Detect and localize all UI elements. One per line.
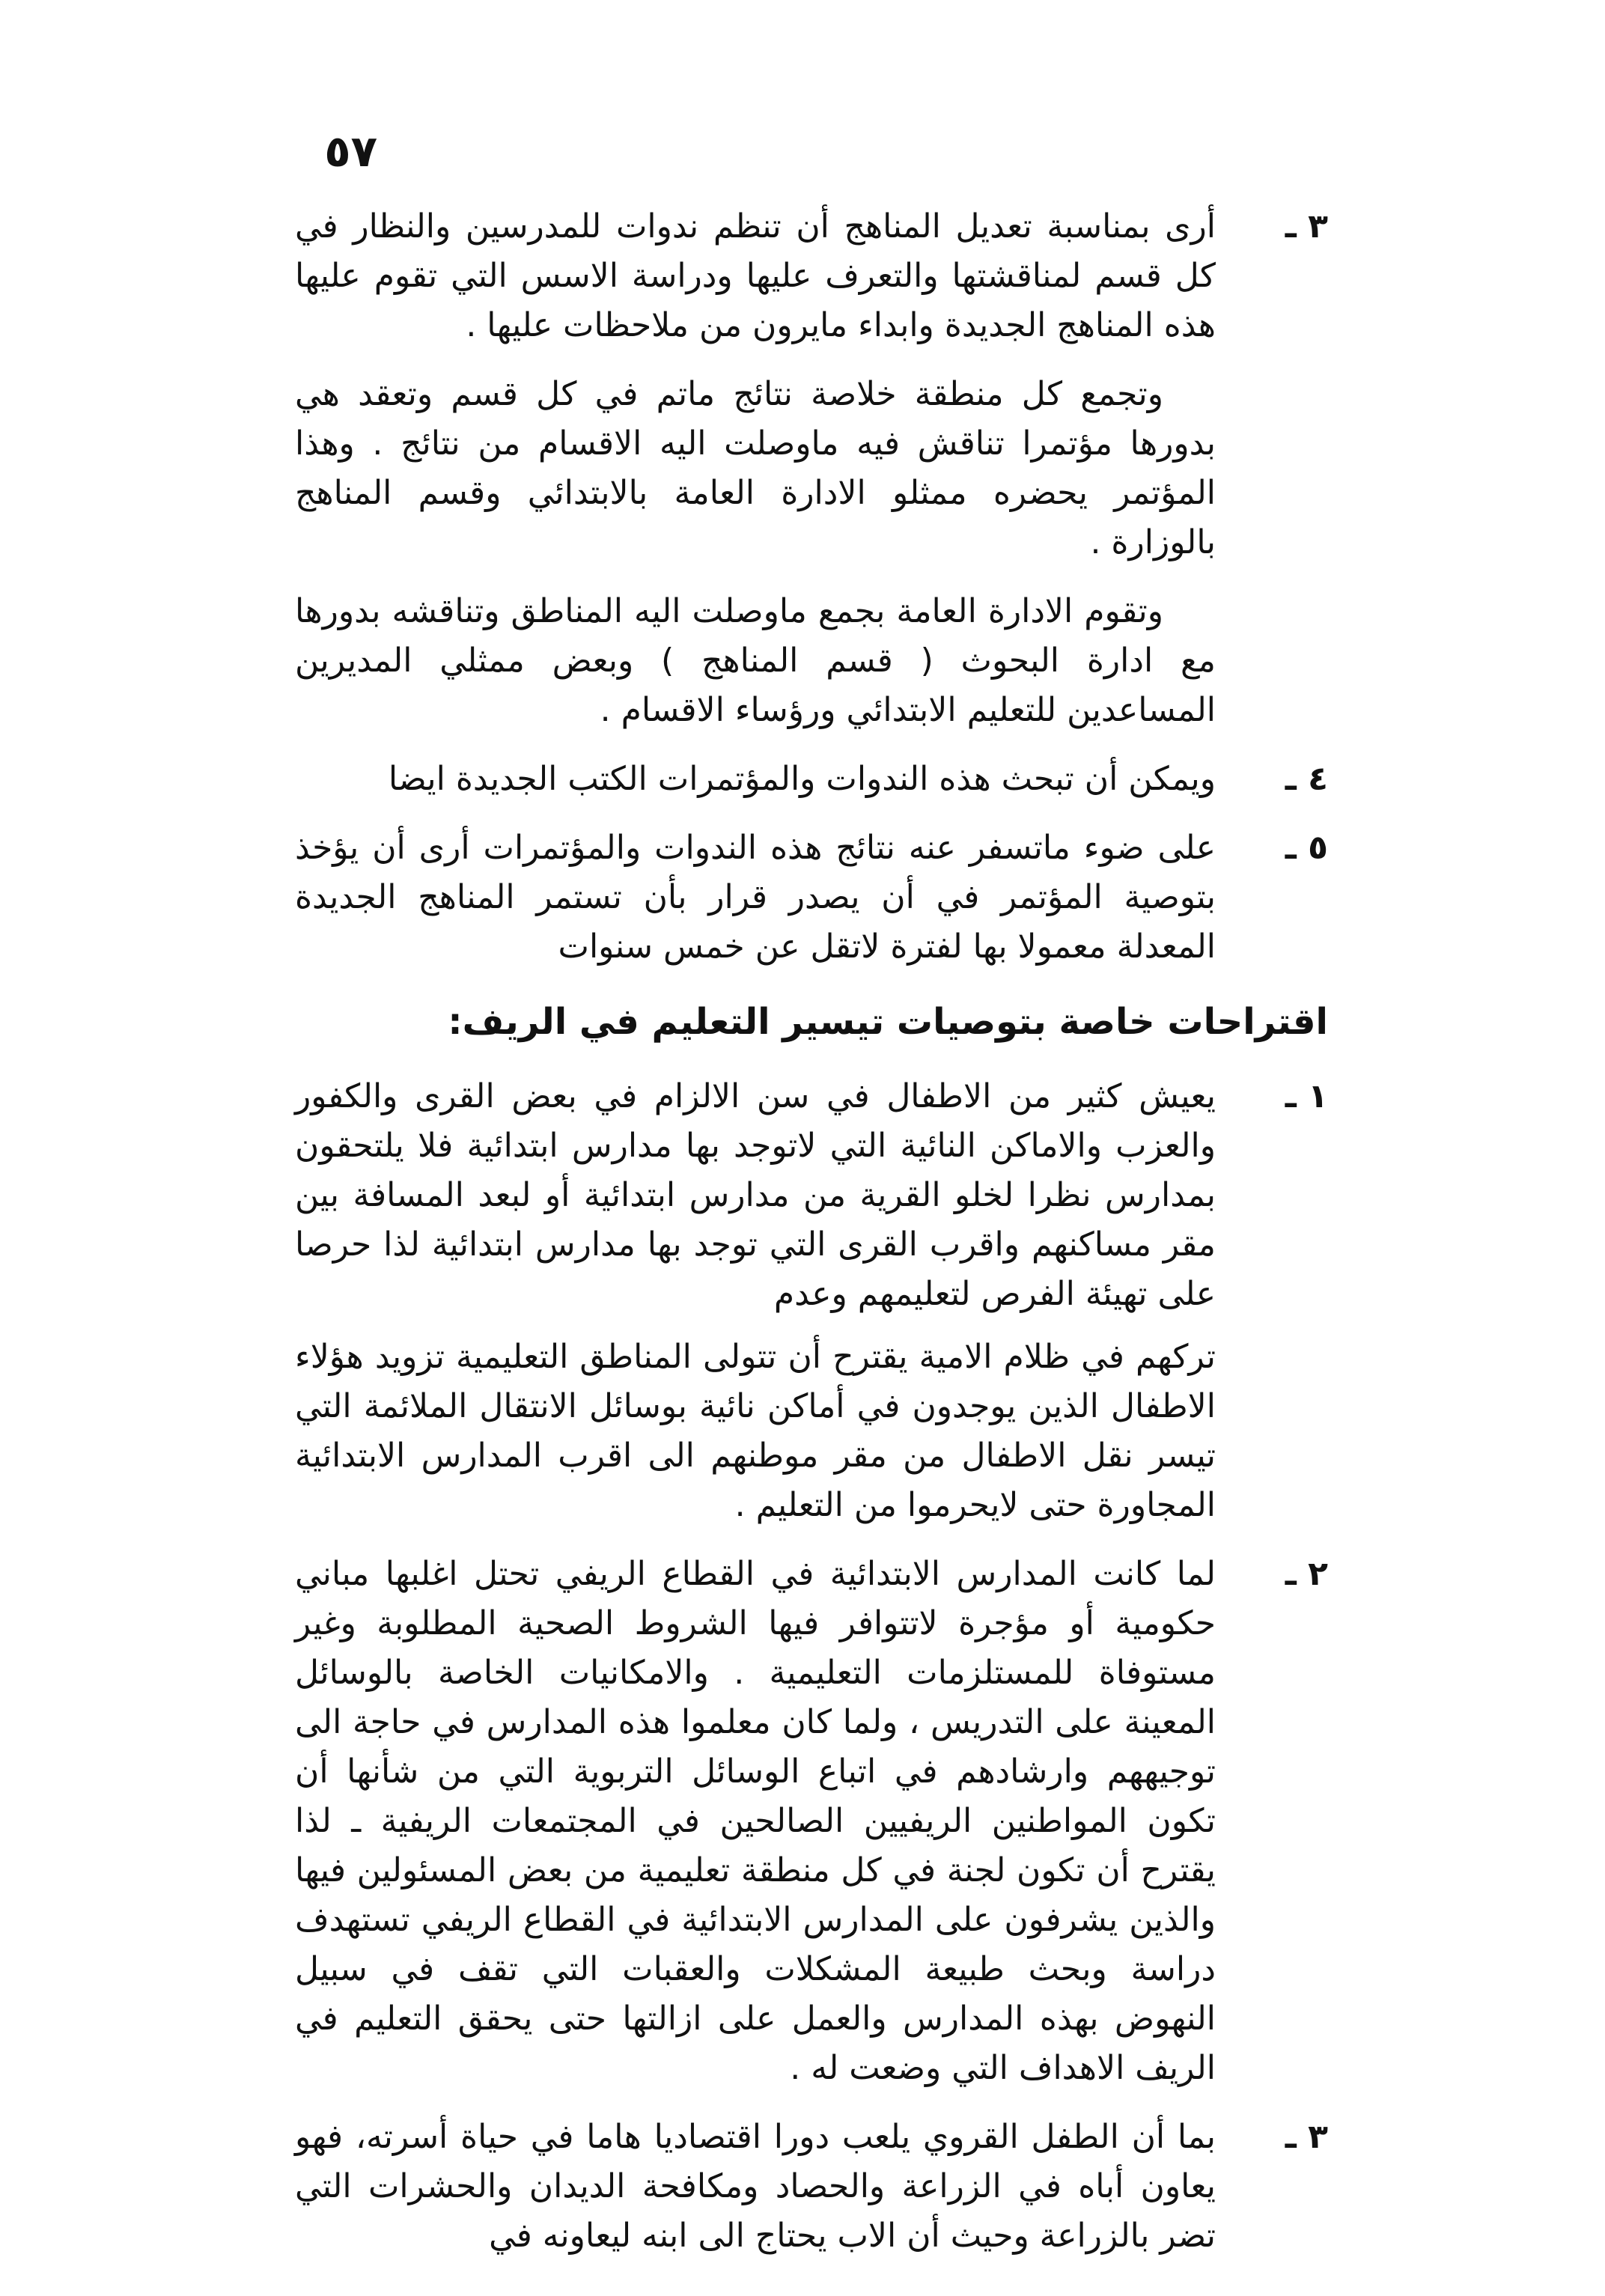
item-number: ٣ ـ [1285, 207, 1328, 246]
paragraph: وتقوم الادارة العامة بجمع ماوصلت اليه المناطق وتناقشه بدورها مع ادارة البحوث ( قسم المناهج ) وبعض ممثلي المديرين المساعدين للتعليم الابتدائي ورؤساء الاقسام . [295, 592, 1216, 729]
item-text: ويمكن أن تبحث هذه الندوات والمؤتمرات الكتب الجديدة ايضا [388, 760, 1216, 798]
item-number: ١ ـ [1285, 1077, 1328, 1115]
section-heading: اقتراحات خاصة بتوصيات تيسير التعليم في الريف: [448, 1001, 1328, 1043]
item-number: ٢ ـ [1285, 1555, 1328, 1593]
item-text [295, 1072, 1216, 1530]
item-text: على ضوء ماتسفر عنه نتائج هذه الندوات والمؤتمرات أرى أن يؤخذ بتوصية المؤتمر في أن يصدر قرار بأن تستمر المناهج الجديدة المعدلة معمولا بها لفترة لاتقل عن خمس سنوات [295, 829, 1216, 966]
item-text-continuation: تركهم في ظلام الامية يقترح أن تتولى المناطق التعليمية تزويد هؤلاء الاطفال الذين يوجدون في أماكن نائية بوسائل الانتقال الملائمة التي تيسر نقل الاطفال من مقر موطنهم الى اقرب المدارس الابتدائية المجاورة حتى لايحرموا من التعليم . [295, 1338, 1216, 1524]
item-number: ٤ ـ [1285, 760, 1328, 798]
item-number: ٥ ـ [1285, 829, 1328, 867]
page-number: ٥٧ [324, 126, 377, 177]
list-item-3 [295, 202, 1328, 350]
rural-item-1 [295, 1072, 1328, 1530]
rural-item-2 [295, 1550, 1328, 2093]
item-text: بما أن الطفل القروي يلعب دورا اقتصاديا هاما في حياة أسرته، فهو يعاون أباه في الزراعة والحصاد ومكافحة الديدان والحشرات التي تضر بالزراعة وحيث أن الاب يحتاج الى ابنه ليعاونه في [295, 2118, 1216, 2255]
list-item-4 [295, 755, 1328, 804]
item-number: ٣ ـ [1285, 2118, 1328, 2156]
rural-item-3 [295, 2113, 1328, 2261]
paragraph: وتجمع كل منطقة خلاصة نتائج ماتم في كل قسم وتعقد هي بدورها مؤتمرا تناقش فيه ماوصلت اليه الاقسام من نتائج . وهذا المؤتمر يحضره ممثلو الادارة العامة بالابتدائي وقسم المناهج بالوزارة . [295, 375, 1216, 561]
item-text-part: يعيش كثير من الاطفال في سن الالزام في بعض القرى والكفور والعزب والاماكن النائية التي لاتوجد بها مدارس ابتدائية فلا يلتحقون بمدارس نظرا لخلو القرية من مدارس ابتدائية أو لبعد المسافة بين مقر مساكنهم واقرب القرى التي توجد بها مدارس ابتدائية لذا حرصا على تهيئة الفرص لتعليمهم وعدم [295, 1077, 1216, 1313]
item-text: لما كانت المدارس الابتدائية في القطاع الريفي تحتل اغلبها مباني حكومية أو مؤجرة لاتتوافر فيها الشروط الصحية المطلوبة وغير مستوفاة للمستلزمات التعليمية . والامكانيات الخاصة بالوسائل المعينة على التدريس ، ولما كان معلموا هذه المدارس في حاجة الى توجيههم وارشادهم في اتباع الوسائل التربوية التي من شأنها أن تكون المواطنين الريفيين الصالحين في المجتمعات الريفية ـ لذا يقترح أن تكون لجنة في كل منطقة تعليمية من بعض المسئولين فيها والذين يشرفون على المدارس الابتدائية في القطاع الريفي تستهدف دراسة وبحث طبيعة المشكلات والعقبات التي تقف في سبيل النهوض بهذه المدارس والعمل على ازالتها حتى يحقق التعليم في الريف الاهداف التي وضعت له . [295, 1555, 1216, 2087]
list-item-5 [295, 823, 1328, 972]
item-text: أرى بمناسبة تعديل المناهج أن تنظم ندوات للمدرسين والنظار في كل قسم لمناقشتها والتعرف عليها ودراسة الاسس التي تقوم عليها هذه المناهج الجديدة وابداء مايرون من ملاحظات عليها . [295, 207, 1216, 344]
document-body [295, 202, 1328, 2280]
